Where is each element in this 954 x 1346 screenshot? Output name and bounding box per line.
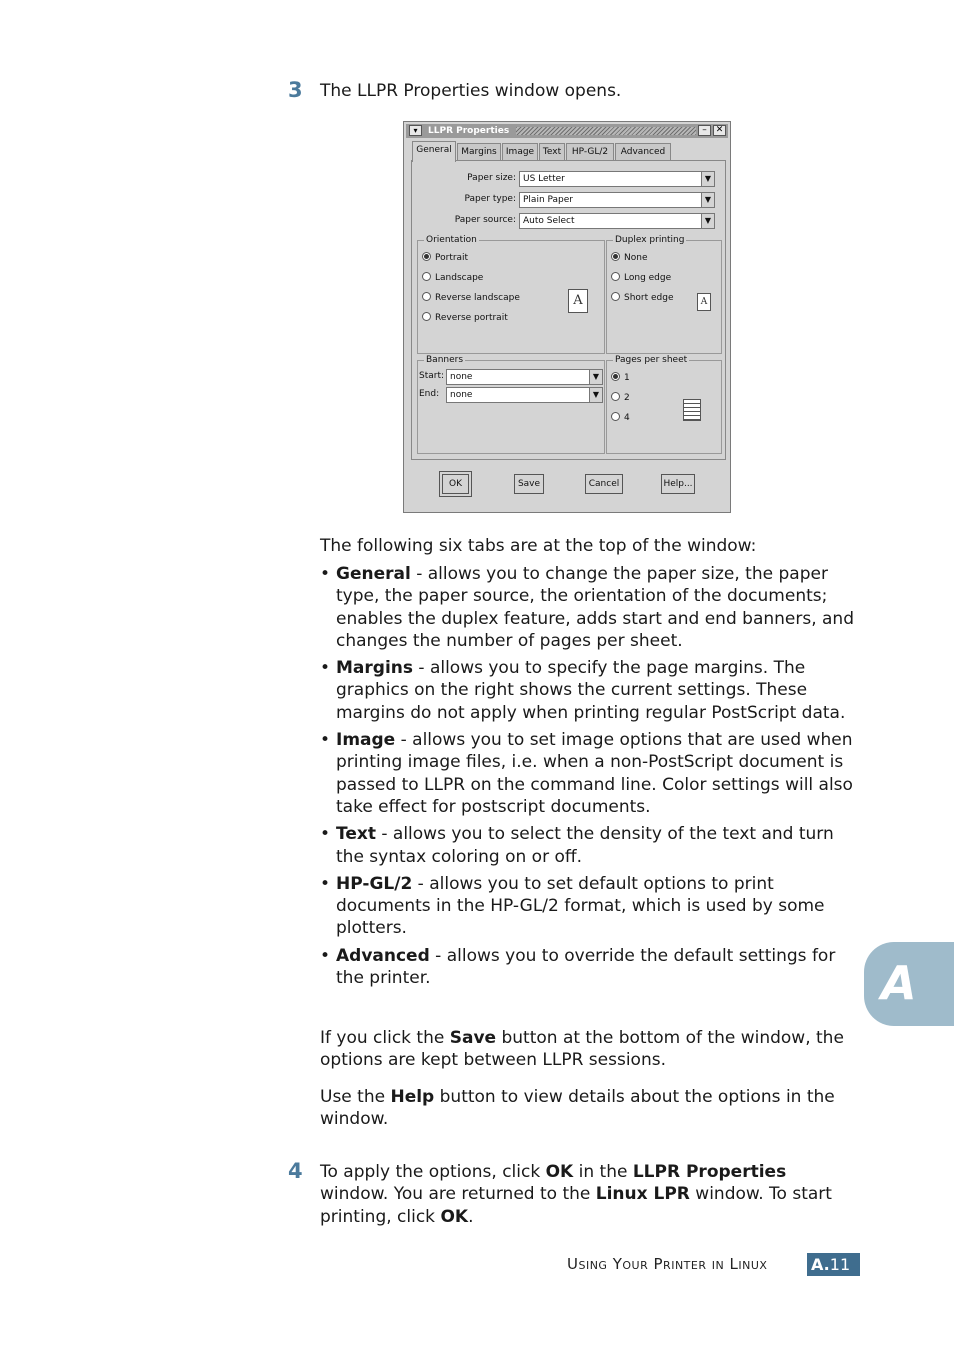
tab-description-list [320, 563, 855, 994]
step-span: window. To start printing, click [320, 1184, 832, 1227]
radio-icon [611, 272, 620, 281]
paper-source-value: Auto Select [523, 216, 575, 226]
duplex-title: Duplex printing [615, 235, 685, 245]
paper-source-select[interactable] [519, 213, 715, 229]
step-bold: OK [545, 1162, 574, 1182]
radio-reverse-portrait[interactable] [422, 312, 508, 324]
step-bold: OK [440, 1206, 469, 1227]
radio-icon [611, 412, 620, 421]
ok-button[interactable]: OK [442, 474, 469, 494]
radio-selected-icon [422, 252, 431, 261]
bullet-term: Image [336, 730, 396, 751]
start-banner-value: none [450, 372, 473, 382]
paper-source-label: Paper source: [454, 215, 516, 225]
tab-advanced[interactable]: Advanced [615, 143, 671, 161]
step-number: 3 [288, 78, 303, 102]
duplex-group [606, 235, 722, 354]
bullet-desc: - allows you to select the density of the text and turn the syntax coloring on or off. [336, 824, 834, 867]
radio-pages-4[interactable] [611, 412, 630, 424]
page-num: 11 [829, 1255, 851, 1274]
end-label: End: [419, 389, 440, 399]
radio-icon [611, 292, 620, 301]
radio-icon [422, 272, 431, 281]
bullet-term: Text [336, 824, 376, 845]
paper-size-select[interactable] [519, 171, 715, 187]
radio-label: Landscape [435, 273, 484, 283]
chevron-down-icon[interactable]: ▼ [589, 369, 603, 385]
list-item: • Margins - allows you to specify the page margins. The graphics on the right shows the current settings. These margins do not apply when printing regular PostScript data. [320, 658, 846, 723]
save-button[interactable]: Save [514, 474, 544, 494]
radio-reverse-landscape[interactable] [422, 292, 520, 304]
window-title: LLPR Properties [428, 124, 513, 138]
paper-type-select[interactable] [519, 192, 715, 208]
para-text: button at the bottom of the window, the options are kept between LLPR sessions. [320, 1028, 844, 1071]
start-banner-select[interactable] [446, 369, 603, 385]
bullet-desc: - allows you to set default options to print documents in the HP-GL/2 format, which is used by some plotters. [336, 873, 825, 939]
step-bold: LLPR Properties [632, 1162, 787, 1182]
para-text: button to view details about the options in the window. [320, 1087, 835, 1130]
bullet-desc: - allows you to specify the page margins. The graphics on the right shows the current settings. These margins do not apply when printing regular PostScript data. [336, 658, 846, 723]
para-text: If you click the [320, 1028, 450, 1048]
tab-text[interactable]: Text [539, 143, 565, 161]
radio-label: Long edge [624, 273, 672, 283]
paper-size-value: US Letter [523, 174, 565, 184]
bullet-term: Margins [336, 658, 413, 679]
footer-title: Using Your Printer in Linux [567, 1255, 768, 1273]
radio-label: 1 [624, 373, 630, 383]
radio-portrait[interactable] [422, 252, 468, 264]
chevron-down-icon[interactable]: ▼ [589, 387, 603, 403]
end-banner-value: none [450, 390, 473, 400]
save-paragraph [320, 1027, 855, 1072]
step-bold: Linux LPR [595, 1184, 690, 1205]
pages-per-sheet-group [606, 355, 722, 454]
radio-icon [611, 392, 620, 401]
chapter-tab [864, 942, 954, 1026]
list-item: • General - allows you to change the paper size, the paper type, the paper source, the orientation of the documents; enables the duplex feature, adds start and end banners, and changes the number of pages per sheet. [320, 564, 855, 651]
orientation-group [417, 235, 605, 354]
bullet-term: Advanced [336, 945, 430, 966]
para-text: Use the [320, 1087, 391, 1107]
radio-label: Reverse portrait [435, 313, 508, 323]
paper-type-label: Paper type: [464, 194, 516, 204]
banners-group [417, 355, 605, 454]
radio-label: 4 [624, 413, 630, 423]
page-orientation-icon: A [568, 289, 588, 313]
radio-selected-icon [611, 252, 620, 261]
para-bold: Help [390, 1087, 435, 1107]
window-menu-icon[interactable]: ▾ [409, 125, 422, 136]
chevron-down-icon[interactable]: ▼ [701, 171, 715, 187]
list-item: • Advanced - allows you to override the default settings for the printer. [320, 945, 836, 989]
page-lines-icon [683, 399, 701, 421]
radio-label: Short edge [624, 293, 674, 303]
pages-per-sheet-title: Pages per sheet [615, 355, 688, 365]
step-text: The LLPR Properties window opens. [320, 81, 622, 101]
bullet-desc: - allows you to change the paper size, the paper type, the paper source, the orientation of the documents; enables the duplex feature, adds start and end banners, and changes the number of pages per sheet. [336, 564, 855, 651]
step-span: window. You are returned to the [320, 1184, 596, 1205]
radio-label: Portrait [435, 253, 469, 263]
page-number [807, 1253, 860, 1276]
radio-long-edge[interactable] [611, 272, 671, 284]
radio-short-edge[interactable] [611, 292, 674, 304]
tab-hpgl2[interactable]: HP-GL/2 [566, 143, 614, 161]
general-panel [411, 160, 726, 460]
titlebar-hatch [516, 127, 696, 135]
intro-text: The following six tabs are at the top of the window: [320, 536, 757, 556]
step-span: . [468, 1206, 474, 1227]
radio-label: None [624, 253, 648, 263]
tab-general[interactable]: General [412, 141, 456, 162]
tab-margins[interactable]: Margins [457, 143, 501, 161]
window-titlebar [406, 124, 728, 138]
llpr-properties-window [403, 121, 731, 513]
list-item: • Text - allows you to select the density of the text and turn the syntax coloring on or off. [320, 824, 834, 867]
radio-selected-icon [611, 372, 620, 381]
radio-pages-1[interactable] [611, 372, 630, 384]
radio-pages-2[interactable] [611, 392, 630, 404]
close-icon[interactable]: ✕ [713, 125, 726, 136]
start-label: Start: [419, 371, 445, 381]
cancel-button[interactable]: Cancel [585, 474, 623, 494]
radio-icon [422, 312, 431, 321]
radio-icon [422, 292, 431, 301]
bullet-desc: - allows you to override the default settings for the printer. [336, 945, 836, 989]
step-span: To apply the options, click [320, 1162, 546, 1182]
paper-type-value: Plain Paper [523, 195, 573, 205]
banners-title: Banners [426, 355, 464, 365]
list-item: • HP-GL/2 - allows you to set default options to print documents in the HP-GL/2 format, which is used by some plotters. [320, 873, 825, 939]
radio-none[interactable] [611, 252, 647, 264]
radio-landscape[interactable] [422, 272, 483, 284]
help-paragraph [320, 1086, 855, 1131]
duplex-page-icon: A [697, 293, 711, 311]
bullet-term: HP-GL/2 [336, 873, 413, 894]
help-button[interactable]: Help... [661, 474, 695, 494]
orientation-title: Orientation [426, 235, 477, 245]
step-number: 4 [288, 1159, 303, 1183]
end-banner-select[interactable] [446, 387, 603, 403]
bullet-term: General [336, 564, 411, 584]
step-text [320, 1161, 855, 1228]
chevron-down-icon[interactable]: ▼ [701, 213, 715, 229]
radio-label: Reverse landscape [435, 293, 520, 303]
chevron-down-icon[interactable]: ▼ [701, 192, 715, 208]
paper-size-label: Paper size: [467, 173, 516, 183]
radio-label: 2 [624, 393, 630, 403]
bullet-desc: - allows you to set image options that are used when printing image files, i.e. when a non-PostScript document is passed to LLPR on the command line. Color settings will also take effect for postscript documents. [336, 730, 853, 817]
para-bold: Save [449, 1028, 497, 1048]
tab-image[interactable]: Image [502, 143, 538, 161]
step-span: in the [573, 1162, 633, 1182]
page-prefix: A. [811, 1255, 830, 1274]
list-item: • Image - allows you to set image options that are used when printing image files, i.e. when a non-PostScript document is passed to LLPR on the command line. Color settings will also take effect for postscript documents. [320, 730, 853, 817]
minimize-icon[interactable]: – [698, 125, 711, 136]
chapter-letter: A [881, 956, 917, 1010]
